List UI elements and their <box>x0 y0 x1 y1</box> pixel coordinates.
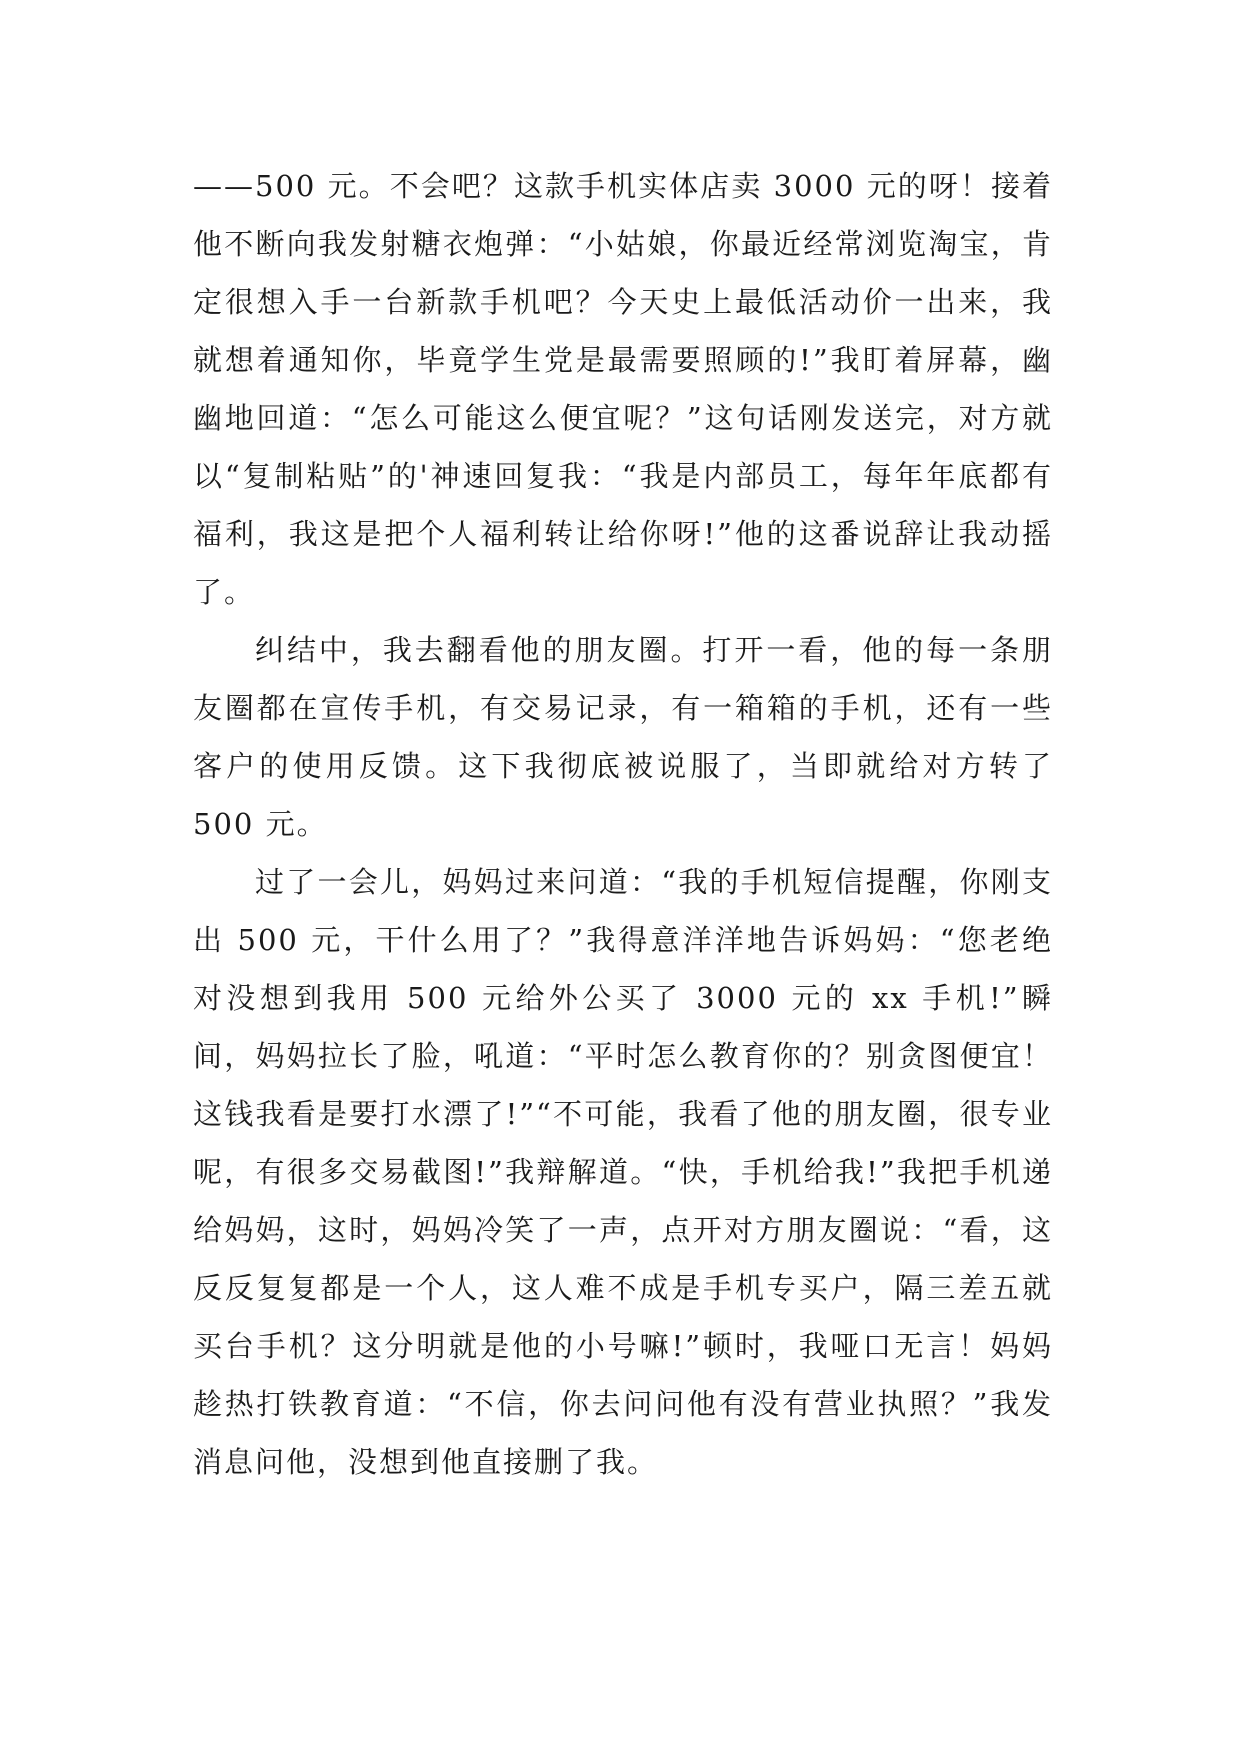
document-body <box>193 157 1053 1491</box>
paragraph-2: 纠结中，我去翻看他的朋友圈。打开一看，他的每一条朋友圈都在宣传手机，有交易记录，有一箱箱的手机，还有一些客户的使用反馈。这下我彻底被说服了，当即就给对方转了 500 元。 <box>193 633 1053 841</box>
paragraph-1: ——500 元。不会吧？这款手机实体店卖 3000 元的呀！接着他不断向我发射糖衣炮弹：“小姑娘，你最近经常浏览淘宝，肯定很想入手一台新款手机吧？今天史上最低活动价一出来，我就想着通知你，毕竟学生党是最需要照顾的!”我盯着屏幕，幽幽地回道：“怎么可能这么便宜呢？”这句话刚发送完，对方就以“复制粘贴”的'神速回复我：“我是内部员工，每年年底都有福利，我这是把个人福利转让给你呀!”他的这番说辞让我动摇了。 <box>193 169 1053 609</box>
paragraph-3: 过了一会儿，妈妈过来问道：“我的手机短信提醒，你刚支出 500 元，干什么用了？”我得意洋洋地告诉妈妈：“您老绝对没想到我用 500 元给外公买了 3000 元的 xx 手机!”瞬间，妈妈拉长了脸，吼道：“平时怎么教育你的？别贪图便宜！这钱我看是要打水漂了!”“不可能，我看了他的朋友圈，很专业呢，有很多交易截图!”我辩解道。“快，手机给我!”我把手机递给妈妈，这时，妈妈冷笑了一声，点开对方朋友圈说：“看，这反反复复都是一个人，这人难不成是手机专买户，隔三差五就买台手机？这分明就是他的小号嘛!”顿时，我哑口无言！妈妈趁热打铁教育道：“不信，你去问问他有没有营业执照？”我发消息问他，没想到他直接删了我。 <box>193 865 1053 1479</box>
